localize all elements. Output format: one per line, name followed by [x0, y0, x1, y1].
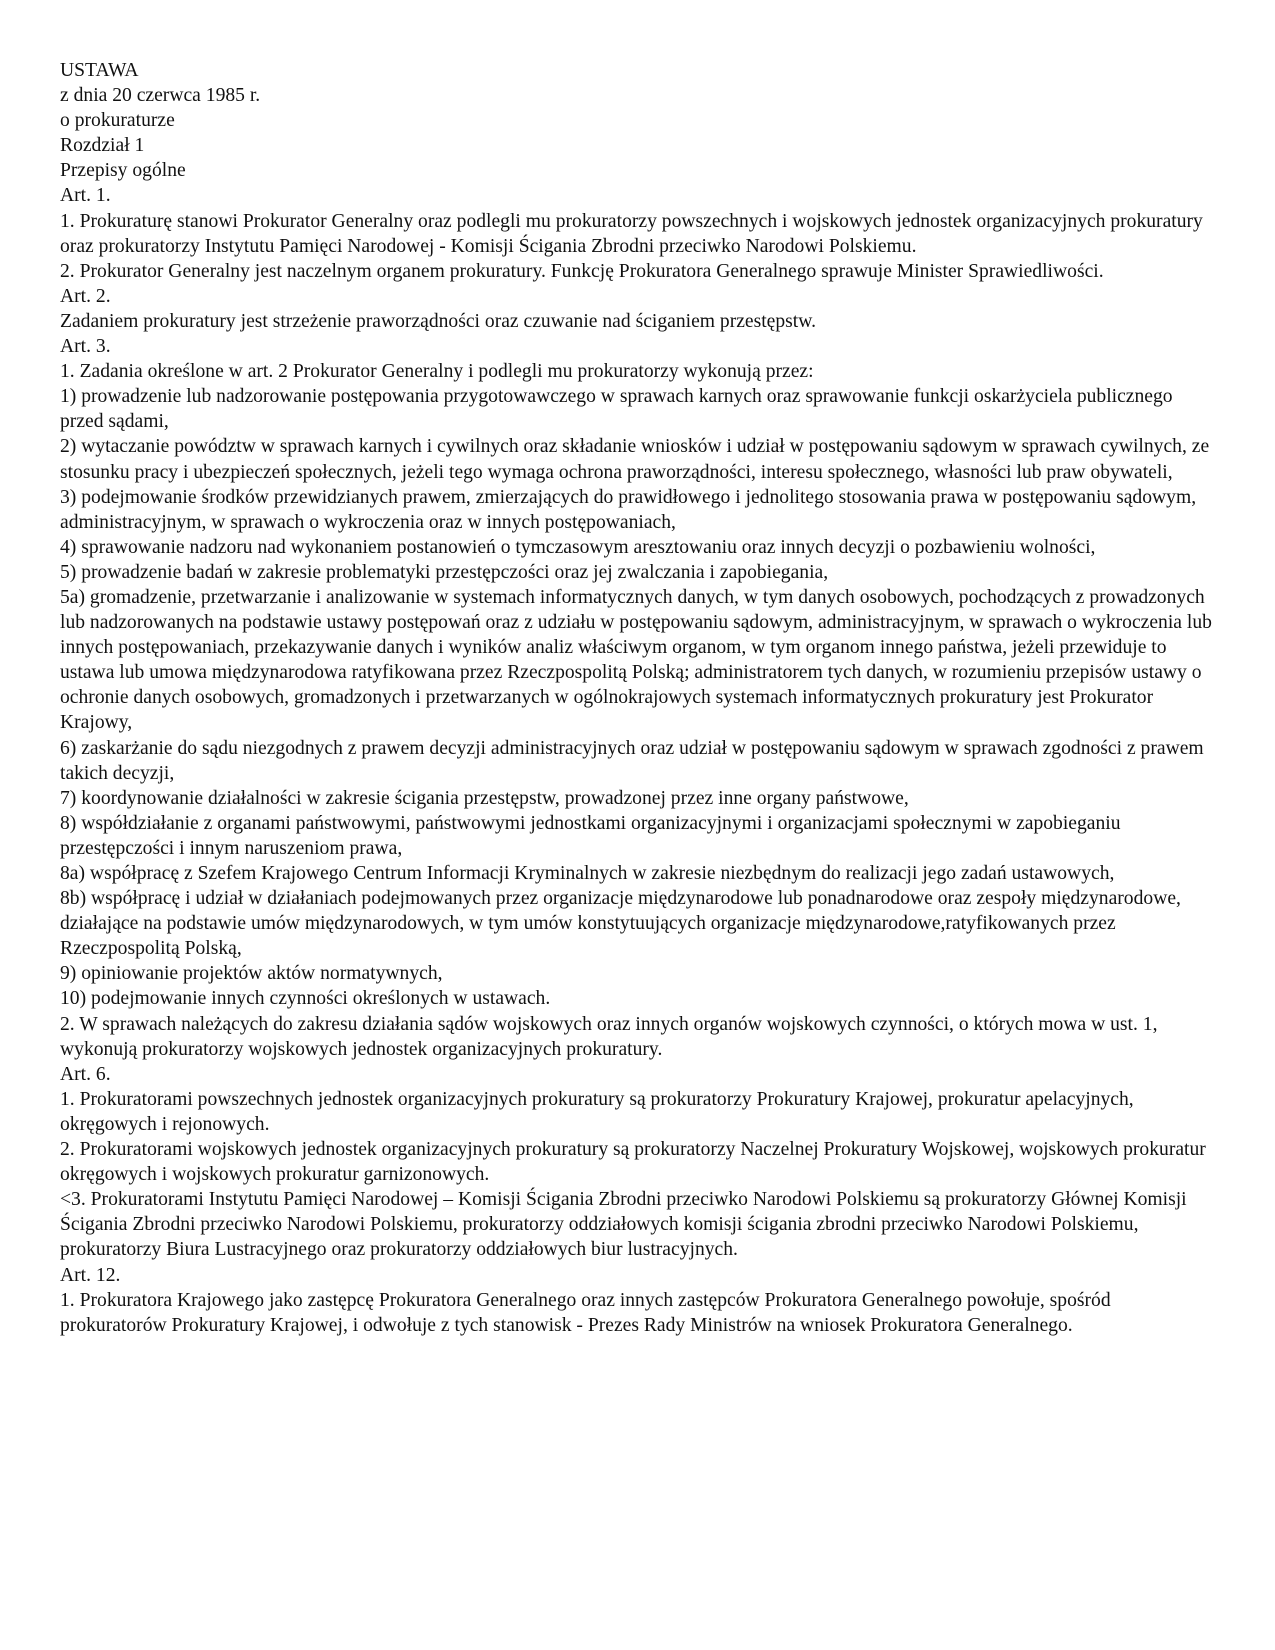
document-paragraph: Przepisy ogólne [60, 160, 186, 182]
document-paragraph: 7) koordynowanie działalności w zakresie ścigania przestępstw, prowadzonej przez inne organy państwowe, [60, 787, 909, 809]
document-paragraph: 1. Prokuratora Krajowego jako zastępcę Prokuratora Generalnego oraz innych zastępców Prokuratora Generalnego powołuje, spośród prokuratorów Prokuratury Krajowej, i odwołuje z tych stanowisk - Prezes Rady Ministrów na wniosek Prokuratora Generalnego. [60, 1289, 1111, 1336]
document-paragraph: Art. 12. [60, 1264, 121, 1286]
document-paragraph: 2. Prokurator Generalny jest naczelnym organem prokuratury. Funkcję Prokuratora Generalnego sprawuje Minister Sprawiedliwości. [60, 260, 1104, 282]
document-paragraph: o prokuraturze [60, 110, 175, 132]
document-paragraph: z dnia 20 czerwca 1985 r. [60, 85, 261, 107]
document-paragraph: 8a) współpracę z Szefem Krajowego Centrum Informacji Kryminalnych w zakresie niezbędnym do realizacji jego zadań ustawowych, [60, 863, 1115, 884]
document-paragraph: Rozdział 1 [60, 135, 145, 157]
document-paragraph: 2) wytaczanie powództw w sprawach karnych i cywilnych oraz składanie wniosków i udział w postępowaniu sądowym w sprawach cywilnych, ze stosunku pracy i ubezpieczeń społecznych, jeżeli tego wymaga ochrona praworządności, interesu społecznego, własności lub praw obywateli, [60, 436, 1210, 483]
document-paragraph: 5a) gromadzenie, przetwarzanie i analizowanie w systemach informatycznych danych, w tym danych osobowych, pochodzących z prowadzonych lub nadzorowanych na podstawie ustawy postępowań oraz z udziału w postępowaniu sądowym, administracyjnym, w sprawach o wykroczenia lub innych postępowaniach, przekazywanie danych i wyników analiz właściwym organom, w tym organom innego państwa, jeżeli przewiduje to ustawa lub umowa międzynarodowa ratyfikowana przez Rzeczpospolitą Polską; administratorem tych danych, w rozumieniu przepisów ustawy o ochronie danych osobowych, gromadzonych i przetwarzanych w ogólnokrajowych systemach informatycznych prokuratury jest Prokurator Krajowy, [60, 586, 1212, 734]
document-paragraph: Art. 3. [60, 336, 111, 358]
document-paragraph: 10) podejmowanie innych czynności określonych w ustawach. [60, 988, 551, 1010]
document-paragraph: 1. Zadania określone w art. 2 Prokurator Generalny i podlegli mu prokuratorzy wykonują przez: [60, 361, 814, 383]
document-paragraph: 4) sprawowanie nadzoru nad wykonaniem postanowień o tymczasowym aresztowaniu oraz innych decyzji o pozbawieniu wolności, [60, 536, 1096, 558]
document-paragraph: 6) zaskarżanie do sądu niezgodnych z prawem decyzji administracyjnych oraz udział w postępowaniu sądowym w sprawach zgodności z prawem takich decyzji, [60, 737, 1204, 784]
document-paragraph: <3. Prokuratorami Instytutu Pamięci Narodowej – Komisji Ścigania Zbrodni przeciwko Narodowi Polskiemu są prokuratorzy Głównej Komisji Ścigania Zbrodni przeciwko Narodowi Polskiemu, prokuratorzy oddziałowych komisji ścigania zbrodni przeciwko Narodowi Polskiemu, prokuratorzy Biura Lustracyjnego oraz prokuratorzy oddziałowych biur lustracyjnych. [60, 1189, 1187, 1261]
document-paragraph: 8) współdziałanie z organami państwowymi, państwowymi jednostkami organizacyjnymi i organizacjami społecznymi w zapobieganiu przestępczości i innym naruszeniom prawa, [60, 812, 1121, 859]
document-paragraph: 1. Prokuraturę stanowi Prokurator Generalny oraz podlegli mu prokuratorzy powszechnych i wojskowych jednostek organizacyjnych prokuratury oraz prokuratorzy Instytutu Pamięci Narodowej - Komisji Ścigania Zbrodni przeciwko Narodowi Polskiemu. [60, 210, 1203, 257]
document-paragraph: 5) prowadzenie badań w zakresie problematyki przestępczości oraz jej zwalczania i zapobiegania, [60, 561, 829, 583]
document-paragraph: 2. W sprawach należących do zakresu działania sądów wojskowych oraz innych organów wojskowych czynności, o których mowa w ust. 1, wykonują prokuratorzy wojskowych jednostek organizacyjnych prokuratury. [60, 1013, 1158, 1060]
document-paragraph: USTAWA [60, 60, 139, 81]
document-paragraph: 1) prowadzenie lub nadzorowanie postępowania przygotowawczego w sprawach karnych oraz sprawowanie funkcji oskarżyciela publicznego przed sądami, [60, 386, 1173, 433]
document-paragraph: 2. Prokuratorami wojskowych jednostek organizacyjnych prokuratury są prokuratorzy Naczelnej Prokuratury Wojskowej, wojskowych prokuratur okręgowych i wojskowych prokuratur garnizonowych. [60, 1139, 1206, 1186]
document-paragraph: 3) podejmowanie środków przewidzianych prawem, zmierzających do prawidłowego i jednolitego stosowania prawa w postępowaniu sądowym, administracyjnym, w sprawach o wykroczenia oraz w innych postępowaniach, [60, 486, 1197, 533]
document-paragraph: Art. 1. [60, 185, 111, 207]
document-paragraph: 8b) współpracę i udział w działaniach podejmowanych przez organizacje międzynarodowe lub ponadnarodowe oraz zespoły międzynarodowe, działające na podstawie umów międzynarodowych, w tym umów konstytuujących organizacje międzynarodowe,ratyfikowanych przez Rzeczpospolitą Polską, [60, 888, 1181, 960]
document-paragraph: 9) opiniowanie projektów aktów normatywnych, [60, 963, 443, 985]
document-paragraph: Art. 2. [60, 285, 111, 307]
document-paragraph: 1. Prokuratorami powszechnych jednostek organizacyjnych prokuratury są prokuratorzy Prokuratury Krajowej, prokuratur apelacyjnych, okręgowych i rejonowych. [60, 1088, 1134, 1135]
document-paragraph: Art. 6. [60, 1063, 111, 1085]
document-body [60, 58, 1220, 1338]
document-paragraph: Zadaniem prokuratury jest strzeżenie praworządności oraz czuwanie nad ściganiem przestępstw. [60, 310, 817, 332]
